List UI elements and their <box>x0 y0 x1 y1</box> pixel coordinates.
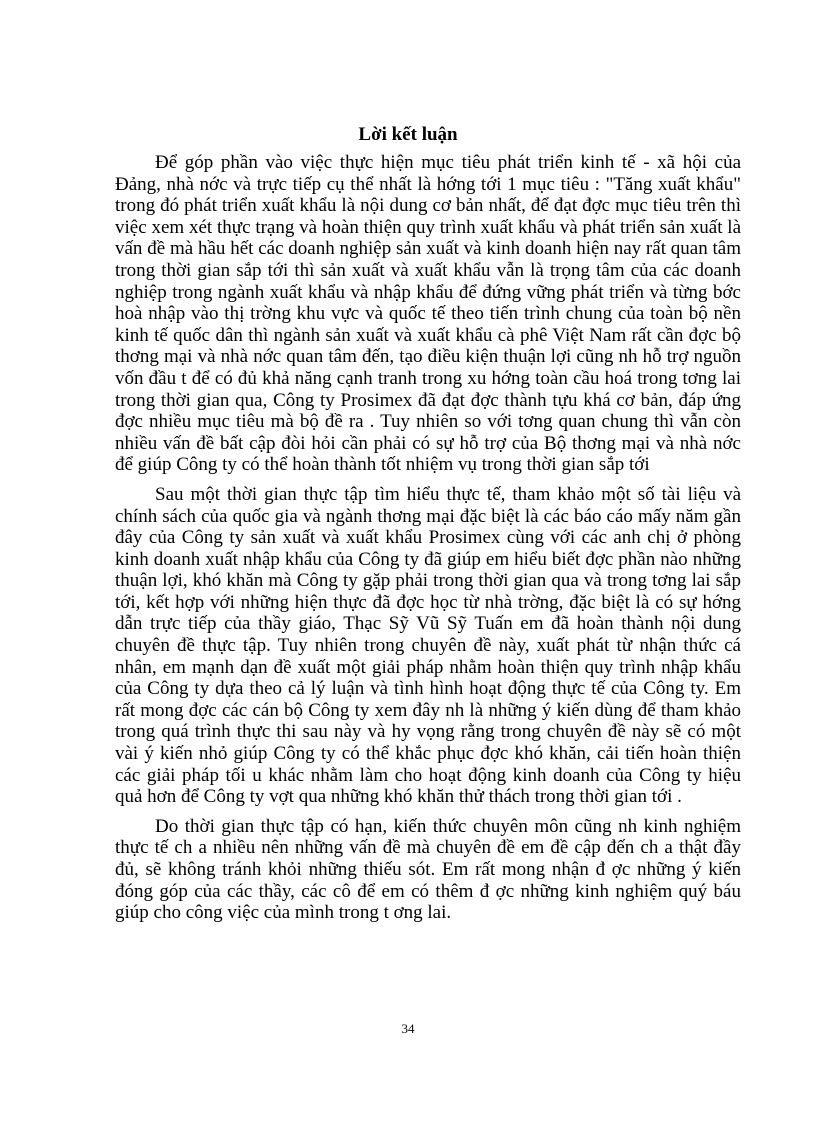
paragraph-3: Do thời gian thực tập có hạn, kiến thức chuyên môn cũng nh kinh nghiệm thực tế ch a nhiều nên những vấn đề mà chuyên đề em đề cập đến ch a thật đầy đủ, sẽ không tránh khỏi những thiếu sót. Em rất mong nhận đ ợc những ý kiến đóng góp của các thầy, các cô để em có thêm đ ợc những kinh nghiệm quý báu giúp cho công việc của mình trong t ơng lai. <box>115 815 741 924</box>
page-number: 34 <box>401 1021 415 1036</box>
conclusion-body <box>115 152 741 924</box>
paragraph-1: Để góp phần vào việc thực hiện mục tiêu phát triển kinh tế - xã hội của Đảng, nhà nớc và trực tiếp cụ thể nhất là hớng tới 1 mục tiêu : "Tăng xuất khẩu" trong đó phát triển xuất khẩu là nội dung cơ bản nhất, để đạt đợc mục tiêu trên thì việc xem xét thực trạng và hoàn thiện quy trình xuất khẩu và phát triển sản xuất là vấn đề mà hầu hết các doanh nghiệp sản xuất và kinh doanh hiện nay rất quan tâm trong thời gian sắp tới thì sản xuất và xuất khẩu vẫn là trọng tâm của các doanh nghiệp trong ngành xuất khẩu và nhập khẩu để đứng vững phát triển và từng bớc hoà nhập vào thị trờng khu vực và quốc tế theo tiến trình chung của toàn bộ nền kinh tế quốc dân thì ngành sản xuất và xuất khẩu cà phê Việt Nam rất cần đợc bộ thơng mại và nhà nớc quan tâm đến, tạo điều kiện thuận lợi cũng nh hỗ trợ nguồn vốn đầu t để có đủ khả năng cạnh tranh trong xu hớng toàn cầu hoá trong tơng lai trong thời gian qua, Công ty Prosimex đã đạt đợc thành tựu khá cơ bản, đáp ứng đợc nhiều mục tiêu mà bộ đề ra . Tuy nhiên so với tơng quan chung thì vẫn còn nhiều vấn đề bất cập đòi hỏi cần phải có sự hỗ trợ của Bộ thơng mại và nhà nớc để giúp Công ty có thể hoàn thành tốt nhiệm vụ trong thời gian sắp tới <box>115 152 741 476</box>
page-title: Lời kết luận <box>358 124 458 145</box>
paragraph-2: Sau một thời gian thực tập tìm hiểu thực tế, tham khảo một số tài liệu và chính sách của quốc gia và ngành thơng mại đặc biệt là các báo cáo mấy năm gần đây của Công ty sản xuất và xuất khẩu Prosimex cùng với các anh chị ở phòng kinh doanh xuất nhập khẩu của Công ty đã giúp em hiểu biết đợc phần nào những thuận lợi, khó khăn mà Công ty gặp phải trong thời gian qua và trong tơng lai sắp tới, kết hợp với những hiện thực đã đợc học từ nhà trờng, đặc biệt là có sự hớng dẫn trực tiếp của thầy giáo, Thạc Sỹ Vũ Sỹ Tuấn em đã hoàn thành nội dung chuyên đề thực tập. Tuy nhiên trong chuyên đề này, xuất phát từ nhận thức cá nhân, em mạnh dạn đề xuất một giải pháp nhằm hoàn thiện quy trình nhập khẩu của Công ty dựa theo cả lý luận và tình hình hoạt động thực tế của Công ty. Em rất mong đợc các cán bộ Công ty xem đây nh là những ý kiến dùng để tham khảo trong quá trình thực thi sau này và hy vọng rằng trong chuyên đề này sẽ có một vài ý kiến nhỏ giúp Công ty có thể khắc phục đợc khó khăn, cải tiến hoàn thiện các giải pháp tối u khác nhằm làm cho hoạt động kinh doanh của Công ty hiệu quả hơn để Công ty vợt qua những khó khăn thử thách trong thời gian tới . <box>115 483 741 808</box>
